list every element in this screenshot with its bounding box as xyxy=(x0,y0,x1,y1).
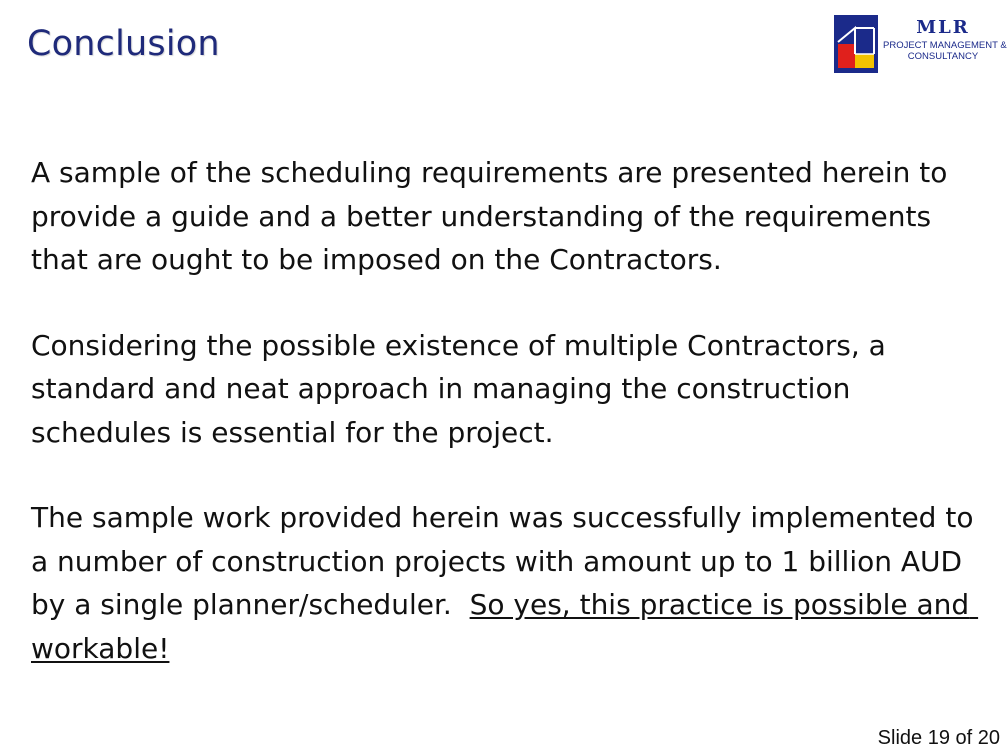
paragraph-3-text: The sample work provided herein was successfully implemented to a number of construction projects with amount up to 1 billion AUD by a single planner/scheduler. xyxy=(31,501,983,621)
logo-tagline-2: CONSULTANCY xyxy=(907,51,979,62)
paragraph-3-emphasis: So yes, this practice is possible and workable! xyxy=(31,588,979,665)
paragraph-2-text: Considering the possible existence of multiple Contractors, a standard and neat approach in managing the construction schedules is essential for the project. xyxy=(31,328,895,449)
slide-body xyxy=(31,151,991,712)
logo-mark-icon xyxy=(833,14,881,76)
paragraph-2 xyxy=(31,324,991,455)
logo-name: MLR xyxy=(916,17,970,38)
paragraph-1-text: A sample of the scheduling requirements are presented herein to provide a guide and a better understanding of the requirements that are ought to be imposed on the Contractors. xyxy=(31,156,957,276)
logo-tagline-1: PROJECT MANAGEMENT & xyxy=(883,40,1007,51)
company-logo xyxy=(833,14,1007,76)
paragraph-3 xyxy=(31,496,991,670)
logo-text xyxy=(883,16,1007,62)
slide-number: Slide 19 of 20 xyxy=(877,727,1000,749)
slide-title: Conclusion xyxy=(27,24,220,64)
paragraph-1 xyxy=(31,151,991,282)
